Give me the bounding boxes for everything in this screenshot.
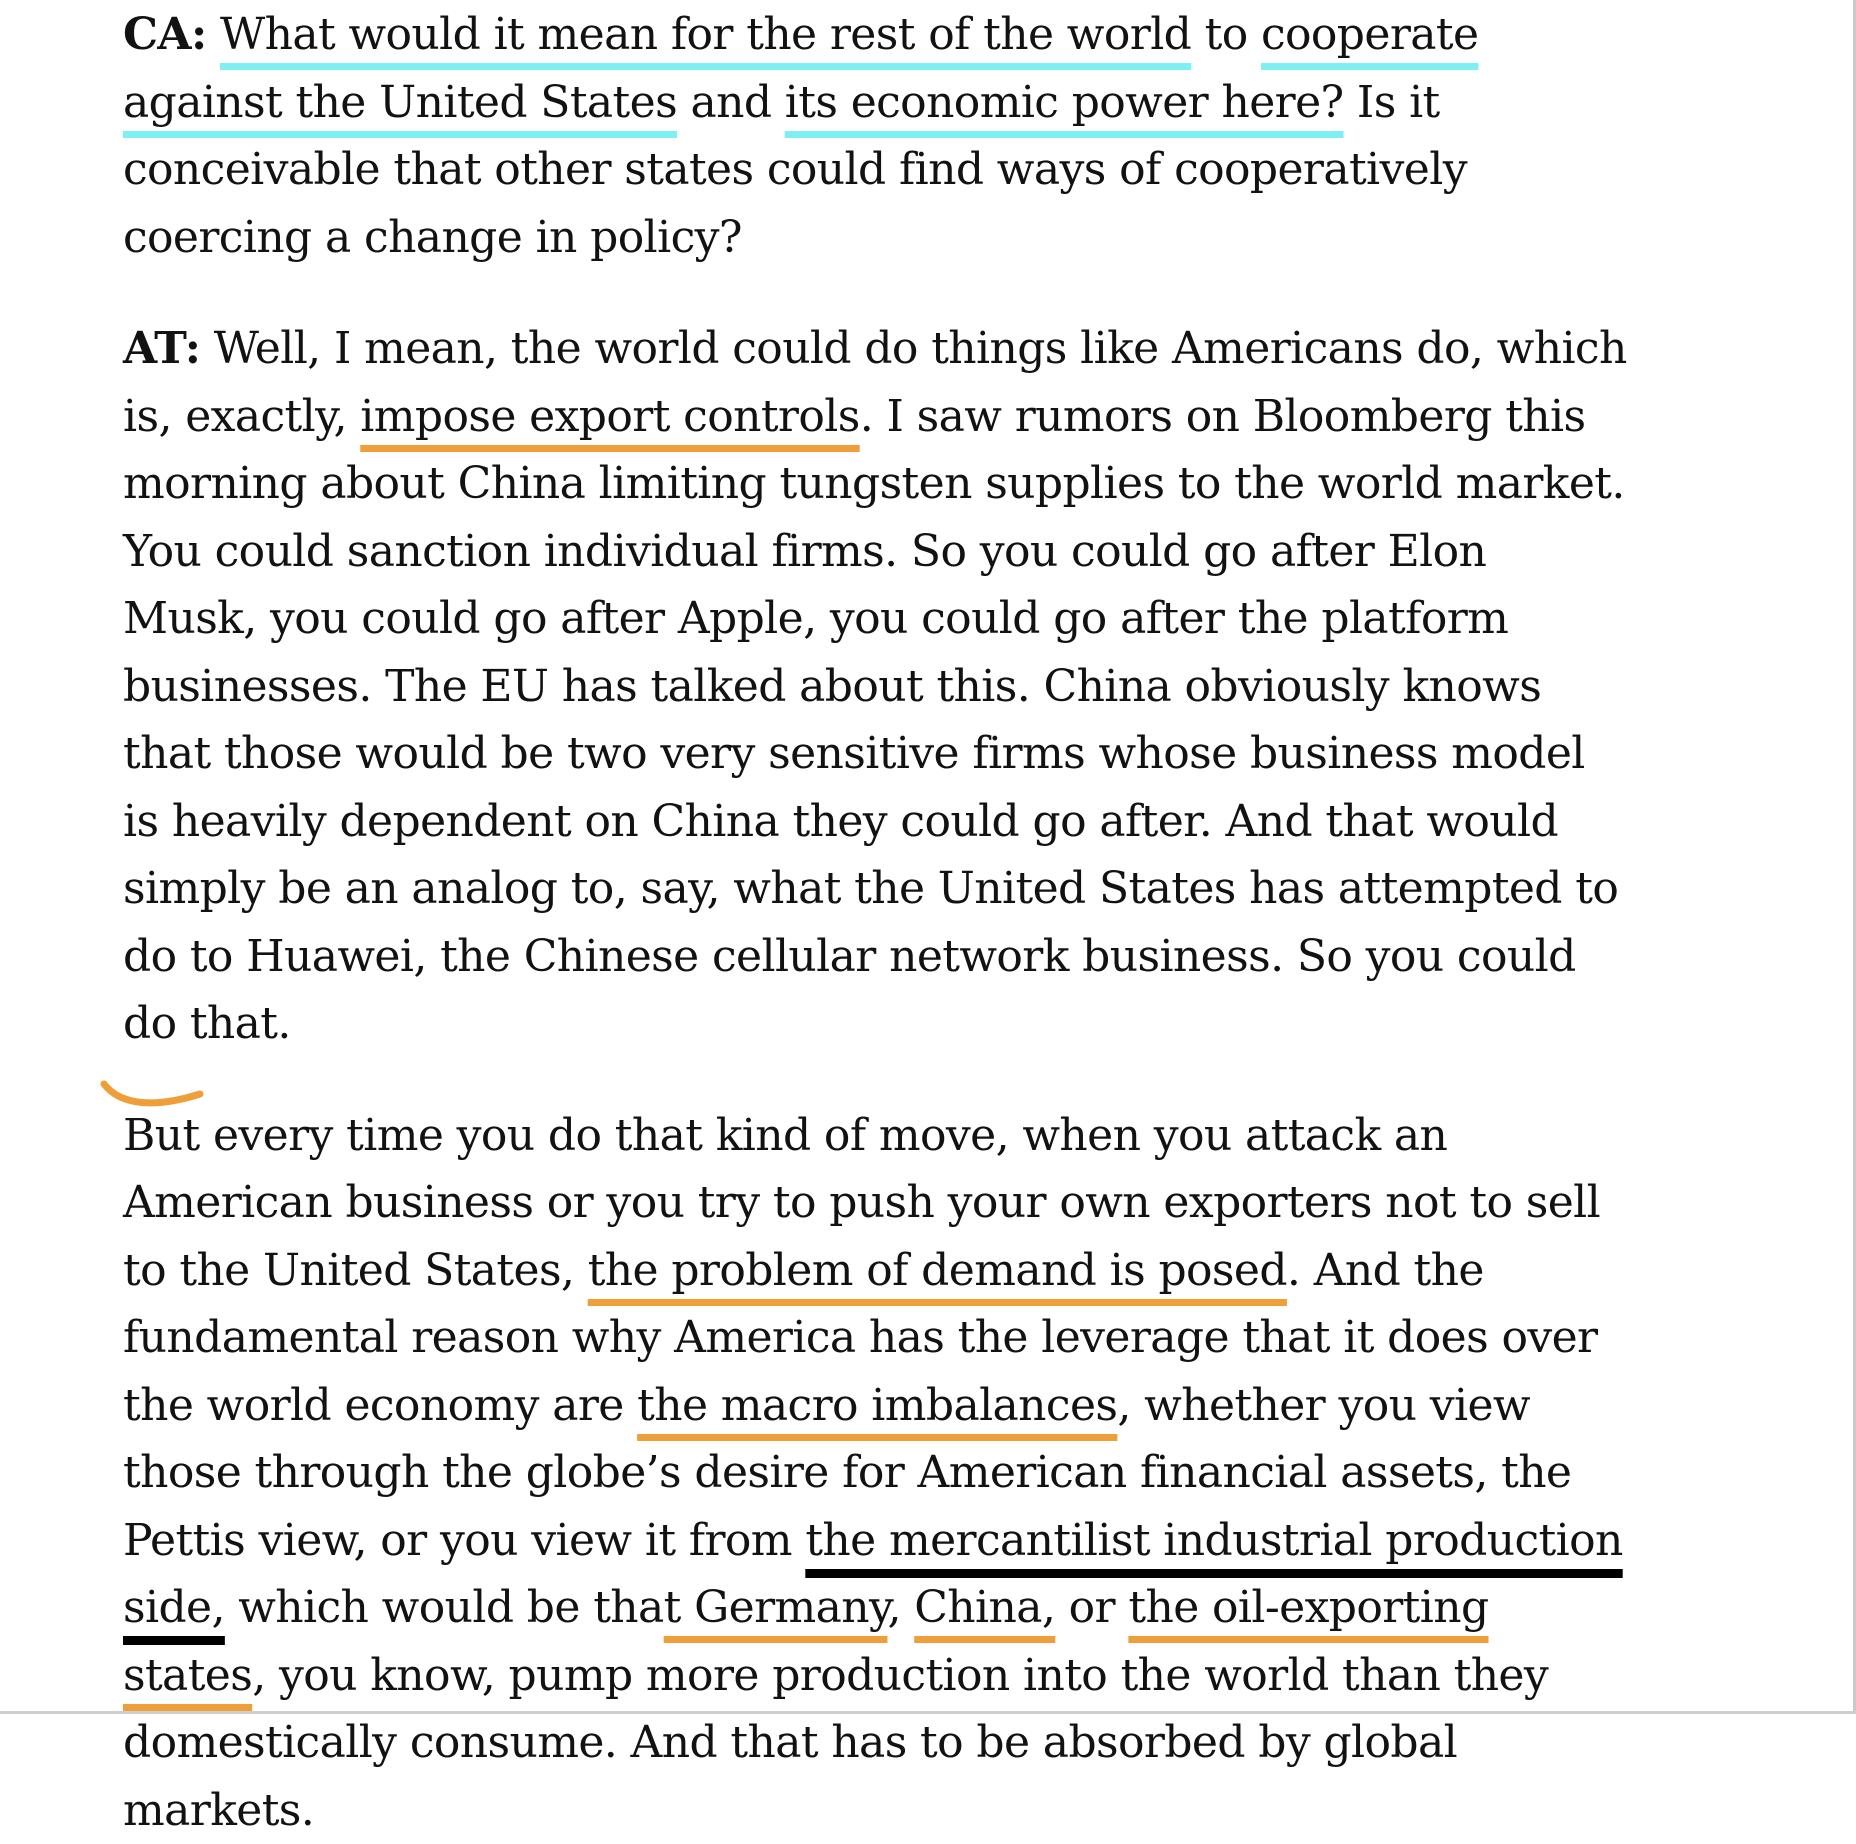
- highlight-black: the mercantilist industrial production side,: [123, 1515, 1623, 1634]
- text-segment: which would be tha: [225, 1582, 664, 1633]
- text-segment: . I saw rumors on Bloomberg this morning about China limiting tungsten supplies to the world market. You could sanction individual firms. So you could go after Elon Musk, you could go after Apple, you could go after the platform businesses. The EU has talked about this. China obviously knows that those would be two very sensitive firms whose business model is heavily dependent on China they could go after. And that would simply be an analog to, say, what the United States has attempted to do to Huawei, the Chinese cellular network business. So you could do that.: [123, 391, 1625, 1050]
- text-segment: . And the fundamental reason why America has the leverage that it does over the world economy are: [123, 1245, 1597, 1431]
- paragraph-at-answer-2: [123, 1102, 1633, 1844]
- text-segment: or: [1055, 1582, 1128, 1633]
- paragraph-ca-question: [123, 1, 1633, 271]
- highlight-cyan: its economic power here?: [785, 77, 1344, 128]
- text-segment: and: [677, 77, 785, 128]
- text-segment: ,: [887, 1582, 914, 1633]
- highlight-orange: the oil-exporting states: [123, 1582, 1489, 1701]
- text-segment: , whether you view those through the globe’s desire for American financial assets, the Pettis view, or you view it from: [123, 1380, 1571, 1566]
- text-segment: every time you do that kind of move, when you attack an American business or you try to push your own exporters not to sell to the United States,: [123, 1110, 1600, 1296]
- highlight-orange: the problem of demand is posed: [588, 1245, 1287, 1296]
- text-segment: , you know, pump more production into the world than they domestically consume. And that has to be absorbed by global markets.: [123, 1650, 1548, 1836]
- text-segment: Well, I mean, the world could do things like Americans do, which is, exactly,: [123, 323, 1627, 442]
- highlight-cyan: cooperate against the United States: [123, 9, 1478, 128]
- article-body: [123, 0, 1633, 1844]
- paragraph-at-answer-1: [123, 315, 1633, 1058]
- highlight-orange: China,: [914, 1582, 1055, 1633]
- speaker-label-at: AT:: [123, 323, 200, 374]
- curved-underline-mark: [96, 1072, 206, 1122]
- text-segment: to: [1191, 9, 1261, 60]
- highlight-cyan: What would it mean for the rest of the world: [220, 9, 1191, 60]
- highlight-orange: the macro imbalances: [637, 1380, 1117, 1431]
- highlight-orange: impose export controls: [360, 391, 859, 442]
- speaker-label-ca: CA:: [123, 9, 207, 60]
- highlight-orange: t Germany: [664, 1582, 888, 1633]
- text-segment: Is it conceivable that other states could find ways of cooperatively coercing a change in policy?: [123, 77, 1467, 263]
- text-segment: But: [123, 1110, 200, 1161]
- text-segment: [207, 9, 220, 60]
